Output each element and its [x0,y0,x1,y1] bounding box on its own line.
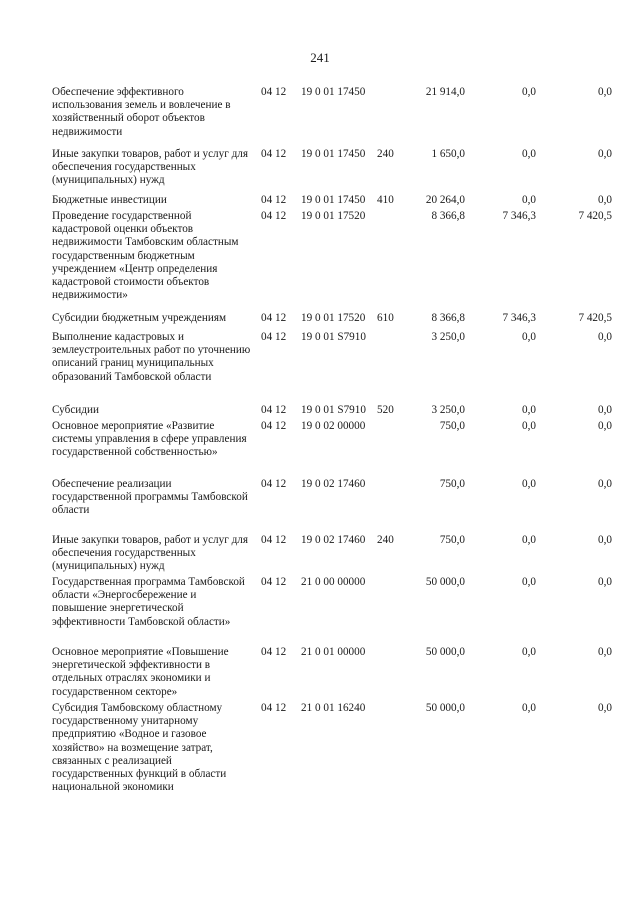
row-amount-2020: 50 000,0 [425,646,465,658]
row-amount-2022: 0,0 [598,331,612,343]
row-amount-2021: 0,0 [522,646,536,658]
row-name: Обеспечение реализации государственной программы Тамбовской области [52,478,248,517]
row-amount-2022: 0,0 [598,404,612,416]
row-amount-2020: 750,0 [439,478,465,490]
row-name: Иные закупки товаров, работ и услуг для обеспечения государственных (муниципальных) нужд [52,148,249,187]
row-amount-2021: 7 346,3 [502,312,536,324]
row-name: Проведение государственной кадастровой оценки объектов недвижимости Тамбовским областным государственным бюджетным учреждением «Центр определения кадастровой стоимости объектов недвижимости» [52,210,239,302]
row-amount-2020: 8 366,8 [431,210,465,222]
row-amount-2020: 20 264,0 [425,194,465,206]
row-amount-2022: 0,0 [598,534,612,546]
row-name: Субсидия Тамбовскому областному государственному унитарному предприятию «Водное и газовое хозяйство» на возмещение затрат, связанных с реализацией государственных функций в области национальной экономики [52,702,227,794]
row-amount-2022: 0,0 [598,148,612,160]
row-target-code: 19 0 01 S7910 [301,404,366,416]
row-target-code: 19 0 01 17450 [301,194,366,206]
row-name: Основное мероприятие «Повышение энергетической эффективности в отдельных отраслях экономики и государственном секторе» [52,646,229,698]
row-expense-type: 520 [377,404,394,416]
row-amount-2021: 0,0 [522,478,536,490]
page-number: 241 [310,50,330,65]
row-amount-2022: 7 420,5 [578,210,612,222]
row-section-code: 04 12 [261,210,287,222]
row-expense-type: 610 [377,312,394,324]
row-target-code: 19 0 01 17520 [301,210,366,222]
row-amount-2020: 50 000,0 [425,576,465,588]
row-section-code: 04 12 [261,646,287,658]
row-amount-2022: 0,0 [598,576,612,588]
row-amount-2022: 0,0 [598,194,612,206]
row-section-code: 04 12 [261,148,287,160]
row-amount-2022: 7 420,5 [578,312,612,324]
row-amount-2021: 0,0 [522,194,536,206]
row-amount-2021: 0,0 [522,702,536,714]
row-section-code: 04 12 [261,478,287,490]
row-amount-2020: 8 366,8 [431,312,465,324]
row-target-code: 21 0 01 00000 [301,646,366,658]
row-amount-2021: 0,0 [522,404,536,416]
row-amount-2021: 0,0 [522,86,536,98]
row-target-code: 19 0 01 17450 [301,148,366,160]
row-section-code: 04 12 [261,194,287,206]
row-name: Выполнение кадастровых и землеустроительных работ по уточнению описаний границ муниципальных образований Тамбовской области [52,331,251,383]
row-amount-2022: 0,0 [598,478,612,490]
row-name: Основное мероприятие «Развитие системы управления в сфере управления государственной собственностью» [52,420,247,459]
row-amount-2022: 0,0 [598,646,612,658]
row-section-code: 04 12 [261,312,287,324]
row-section-code: 04 12 [261,702,287,714]
row-amount-2022: 0,0 [598,420,612,432]
row-amount-2021: 7 346,3 [502,210,536,222]
row-target-code: 21 0 01 16240 [301,702,366,714]
row-expense-type: 410 [377,194,394,206]
row-name: Иные закупки товаров, работ и услуг для обеспечения государственных (муниципальных) нужд [52,534,249,573]
row-amount-2021: 0,0 [522,331,536,343]
row-section-code: 04 12 [261,86,287,98]
row-section-code: 04 12 [261,576,287,588]
row-target-code: 19 0 01 17520 [301,312,366,324]
row-section-code: 04 12 [261,420,287,432]
row-amount-2022: 0,0 [598,702,612,714]
row-amount-2020: 1 650,0 [431,148,465,160]
row-section-code: 04 12 [261,404,287,416]
row-amount-2020: 3 250,0 [431,404,465,416]
row-name: Субсидии бюджетным учреждениям [52,312,227,324]
row-name: Субсидии [52,404,99,416]
row-section-code: 04 12 [261,331,287,343]
row-name: Бюджетные инвестиции [52,194,167,206]
row-amount-2022: 0,0 [598,86,612,98]
row-target-code: 19 0 02 17460 [301,534,366,546]
row-amount-2021: 0,0 [522,534,536,546]
row-amount-2020: 21 914,0 [425,86,465,98]
row-amount-2021: 0,0 [522,420,536,432]
row-target-code: 19 0 01 17450 [301,86,366,98]
row-name: Государственная программа Тамбовской области «Энергосбережение и повышение энергетической эффективности Тамбовской области» [52,576,245,628]
row-amount-2020: 750,0 [439,420,465,432]
row-target-code: 19 0 02 17460 [301,478,366,490]
row-name: Обеспечение эффективного использования земель и вовлечение в хозяйственный оборот объектов недвижимости [52,86,231,138]
row-target-code: 19 0 02 00000 [301,420,366,432]
row-amount-2020: 3 250,0 [431,331,465,343]
row-expense-type: 240 [377,148,394,160]
row-amount-2020: 50 000,0 [425,702,465,714]
row-section-code: 04 12 [261,534,287,546]
row-target-code: 21 0 00 00000 [301,576,366,588]
row-amount-2021: 0,0 [522,576,536,588]
row-amount-2020: 750,0 [439,534,465,546]
row-target-code: 19 0 01 S7910 [301,331,366,343]
row-expense-type: 240 [377,534,394,546]
row-amount-2021: 0,0 [522,148,536,160]
